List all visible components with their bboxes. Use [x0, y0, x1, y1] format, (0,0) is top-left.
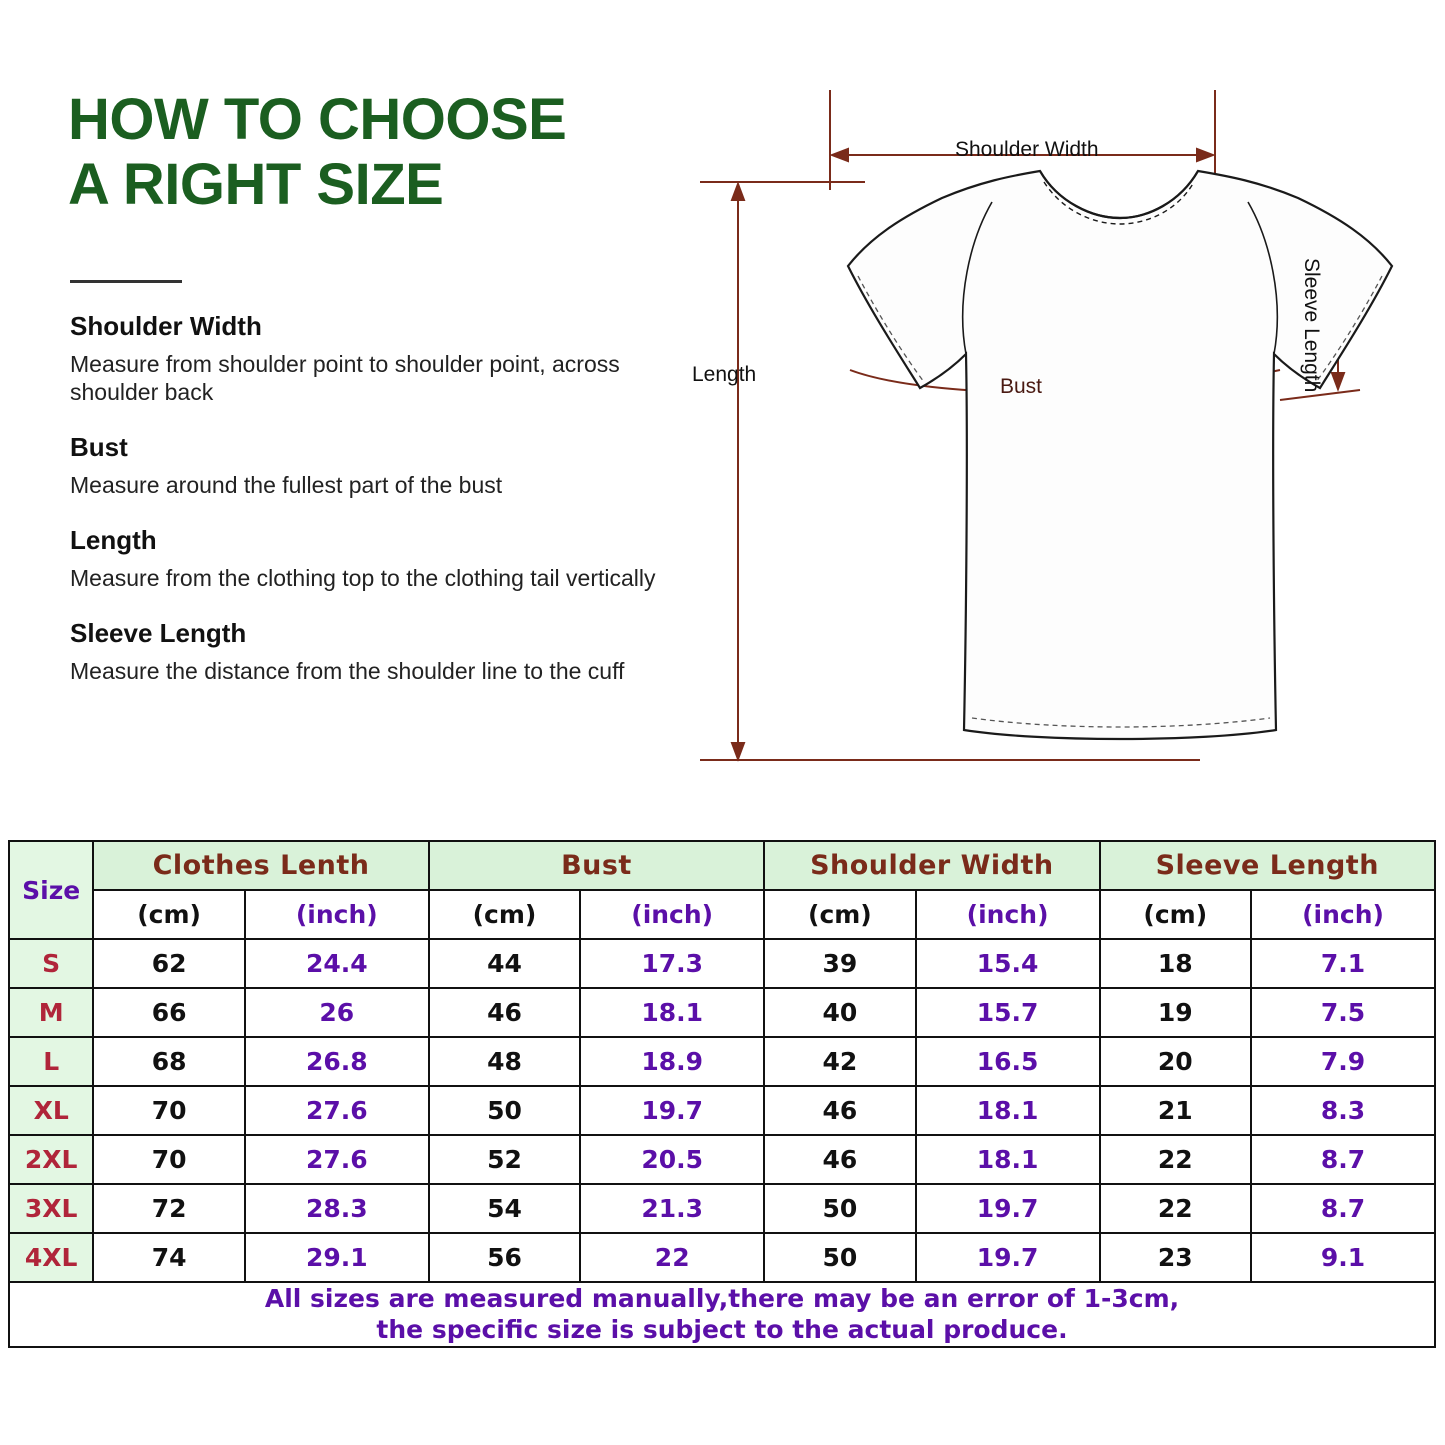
- cell-bust-cm: 48: [429, 1037, 580, 1086]
- definition-item: [68, 525, 700, 592]
- header-size: Size: [9, 841, 93, 939]
- row-size: 3XL: [9, 1184, 93, 1233]
- row-size: S: [9, 939, 93, 988]
- cell-length-inch: 26: [245, 988, 429, 1037]
- instructions-column: [0, 0, 700, 800]
- cell-length-inch: 24.4: [245, 939, 429, 988]
- divider: [70, 280, 182, 283]
- cell-bust-inch: 19.7: [580, 1086, 764, 1135]
- cell-length-inch: 29.1: [245, 1233, 429, 1282]
- cell-shoulder-cm: 50: [764, 1233, 915, 1282]
- cell-shoulder-inch: 16.5: [916, 1037, 1100, 1086]
- row-size: 2XL: [9, 1135, 93, 1184]
- cell-sleeve-inch: 8.3: [1251, 1086, 1435, 1135]
- header-group-bust: Bust: [429, 841, 764, 890]
- header-unit-inch: (inch): [245, 890, 429, 939]
- page-title-line1: HOW TO CHOOSE: [68, 87, 567, 152]
- definition-item: [68, 432, 700, 499]
- cell-bust-inch: 18.9: [580, 1037, 764, 1086]
- bust-label: Bust: [1000, 375, 1043, 398]
- cell-sleeve-inch: 8.7: [1251, 1135, 1435, 1184]
- cell-bust-inch: 17.3: [580, 939, 764, 988]
- header-unit-cm: (cm): [93, 890, 244, 939]
- cell-bust-inch: 21.3: [580, 1184, 764, 1233]
- definition-description: Measure around the fullest part of the bust: [70, 472, 503, 498]
- row-size: XL: [9, 1086, 93, 1135]
- cell-shoulder-cm: 42: [764, 1037, 915, 1086]
- row-size: L: [9, 1037, 93, 1086]
- tshirt-diagram: [692, 0, 1445, 800]
- cell-length-inch: 28.3: [245, 1184, 429, 1233]
- cell-bust-inch: 18.1: [580, 988, 764, 1037]
- sleeve-length-label: [1300, 258, 1322, 392]
- cell-sleeve-cm: 19: [1100, 988, 1251, 1037]
- measurement-note-line1: All sizes are measured manually,there may be an error of 1-3cm,: [264, 1284, 1180, 1313]
- row-size: M: [9, 988, 93, 1037]
- definition-term: Length: [70, 525, 157, 556]
- cell-bust-cm: 50: [429, 1086, 580, 1135]
- size-table: [8, 840, 1436, 1348]
- cell-bust-cm: 46: [429, 988, 580, 1037]
- cell-length-cm: 74: [93, 1233, 244, 1282]
- size-chart: [8, 840, 1436, 1348]
- header-unit-inch: (inch): [916, 890, 1100, 939]
- cell-shoulder-cm: 39: [764, 939, 915, 988]
- page-title: [68, 88, 700, 218]
- cell-shoulder-inch: 15.4: [916, 939, 1100, 988]
- cell-length-cm: 72: [93, 1184, 244, 1233]
- header-group-clothes-length: Clothes Lenth: [93, 841, 428, 890]
- cell-sleeve-cm: 22: [1100, 1184, 1251, 1233]
- measurement-note-line2: the specific size is subject to the actual produce.: [376, 1315, 1068, 1345]
- length-label: Length: [692, 363, 757, 386]
- header-group-sleeve-length: Sleeve Length: [1100, 841, 1435, 890]
- definition-item: [68, 311, 700, 406]
- cell-bust-cm: 44: [429, 939, 580, 988]
- cell-sleeve-inch: 7.5: [1251, 988, 1435, 1037]
- cell-shoulder-cm: 46: [764, 1135, 915, 1184]
- cell-sleeve-cm: 20: [1100, 1037, 1251, 1086]
- definition-term: Shoulder Width: [70, 310, 262, 341]
- cell-length-inch: 27.6: [245, 1135, 429, 1184]
- cell-bust-cm: 56: [429, 1233, 580, 1282]
- cell-sleeve-cm: 22: [1100, 1135, 1251, 1184]
- cell-shoulder-inch: 15.7: [916, 988, 1100, 1037]
- definition-description: Measure from the clothing top to the clothing tail vertically: [70, 565, 656, 592]
- cell-sleeve-inch: 8.7: [1251, 1184, 1435, 1233]
- cell-shoulder-cm: 46: [764, 1086, 915, 1135]
- header-unit-cm: (cm): [429, 890, 580, 939]
- table-row: [9, 988, 1435, 1037]
- definition-term: Bust: [70, 432, 128, 462]
- cell-sleeve-inch: 7.1: [1251, 939, 1435, 988]
- cell-sleeve-inch: 9.1: [1251, 1233, 1435, 1282]
- cell-bust-cm: 52: [429, 1135, 580, 1184]
- definition-term: Sleeve Length: [70, 618, 247, 649]
- cell-shoulder-inch: 19.7: [916, 1184, 1100, 1233]
- header-unit-cm: (cm): [1100, 890, 1251, 939]
- table-note-row: [9, 1282, 1435, 1347]
- sleeve-length-label-line2: Length: [1300, 328, 1324, 393]
- cell-shoulder-inch: 18.1: [916, 1135, 1100, 1184]
- cell-sleeve-cm: 23: [1100, 1233, 1251, 1282]
- header-unit-cm: (cm): [764, 890, 915, 939]
- row-size: 4XL: [9, 1233, 93, 1282]
- table-row: [9, 1135, 1435, 1184]
- table-row: [9, 1086, 1435, 1135]
- shoulder-width-label: Shoulder Width: [955, 138, 1099, 161]
- cell-length-cm: 70: [93, 1135, 244, 1184]
- cell-length-inch: 27.6: [245, 1086, 429, 1135]
- table-row: [9, 1184, 1435, 1233]
- cell-shoulder-inch: 18.1: [916, 1086, 1100, 1135]
- cell-shoulder-cm: 50: [764, 1184, 915, 1233]
- table-header-units: [9, 890, 1435, 939]
- page-title-line2: A RIGHT SIZE: [68, 151, 444, 217]
- cell-length-cm: 68: [93, 1037, 244, 1086]
- cell-sleeve-cm: 21: [1100, 1086, 1251, 1135]
- cell-length-cm: 66: [93, 988, 244, 1037]
- cell-shoulder-cm: 40: [764, 988, 915, 1037]
- cell-length-cm: 70: [93, 1086, 244, 1135]
- cell-sleeve-cm: 18: [1100, 939, 1251, 988]
- cell-shoulder-inch: 19.7: [916, 1233, 1100, 1282]
- cell-length-cm: 62: [93, 939, 244, 988]
- table-row: [9, 1037, 1435, 1086]
- definition-description: Measure the distance from the shoulder line to the cuff: [70, 658, 625, 685]
- table-row: [9, 939, 1435, 988]
- table-header-groups: [9, 841, 1435, 890]
- cell-bust-cm: 54: [429, 1184, 580, 1233]
- table-row: [9, 1233, 1435, 1282]
- header-unit-inch: (inch): [1251, 890, 1435, 939]
- header-unit-inch: (inch): [580, 890, 764, 939]
- cell-length-inch: 26.8: [245, 1037, 429, 1086]
- sleeve-length-label-line1: Sleeve: [1300, 258, 1324, 323]
- header-group-shoulder-width: Shoulder Width: [764, 841, 1099, 890]
- cell-sleeve-inch: 7.9: [1251, 1037, 1435, 1086]
- tshirt-illustration: [680, 70, 1440, 810]
- measurement-note: [9, 1282, 1435, 1347]
- cell-bust-inch: 22: [580, 1233, 764, 1282]
- cell-bust-inch: 20.5: [580, 1135, 764, 1184]
- definition-description: Measure from shoulder point to shoulder point, across shoulder back: [70, 350, 620, 405]
- definition-item: [68, 618, 700, 685]
